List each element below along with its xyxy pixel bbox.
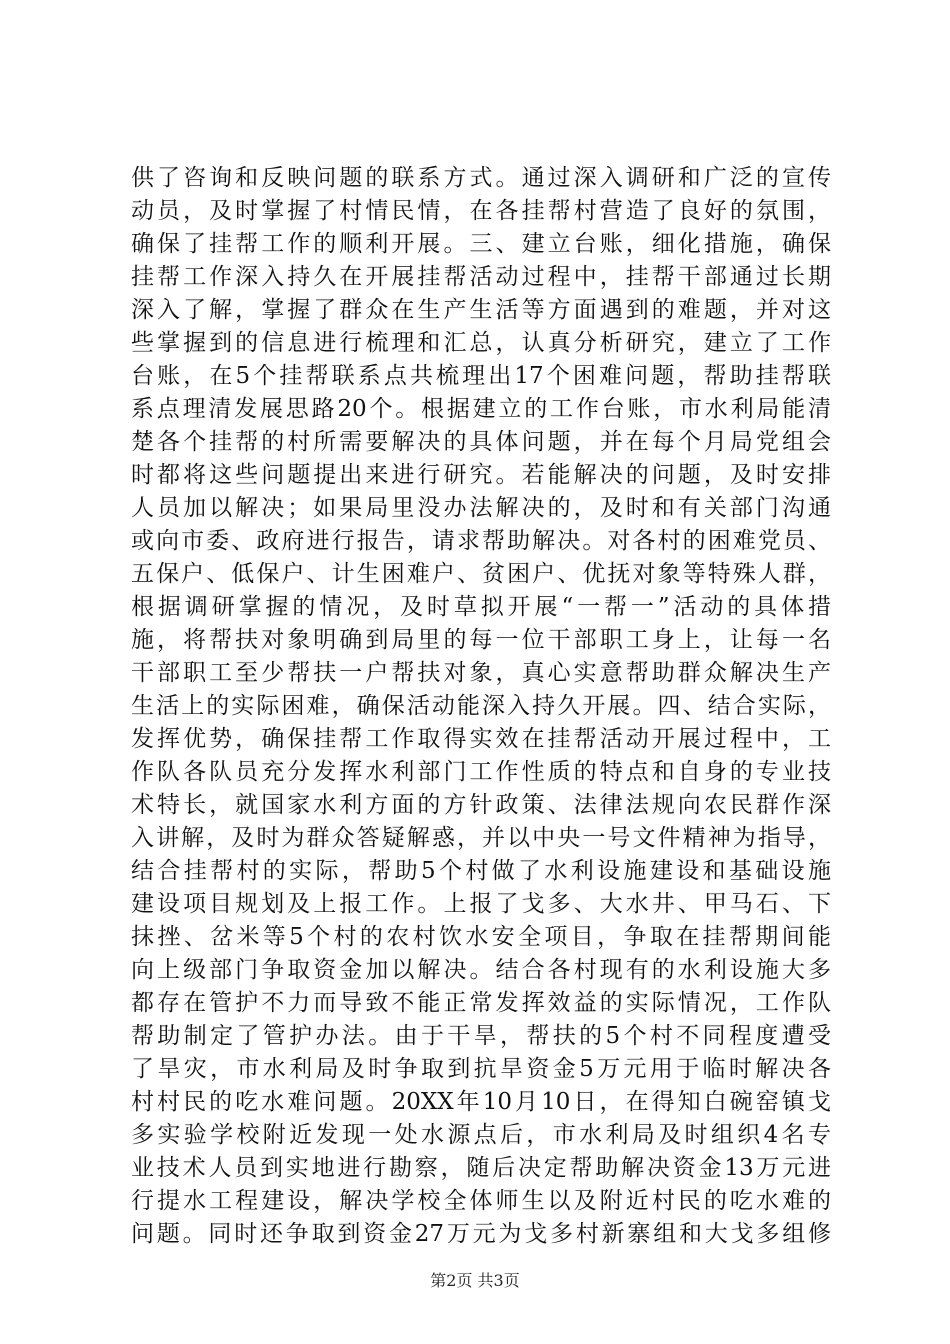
text-line: 动员，及时掌握了村情民情，在各挂帮村营造了良好的氛围， bbox=[131, 198, 831, 224]
body-text bbox=[131, 162, 831, 1251]
text-line: 作队各队员充分发挥水利部门工作性质的特点和自身的专业技 bbox=[131, 759, 831, 785]
text-line: 都存在管护不力而导致不能正常发挥效益的实际情况，工作队 bbox=[131, 990, 831, 1016]
text-line: 术特长，就国家水利方面的方针政策、法律法规向农民群作深 bbox=[131, 792, 831, 818]
text-line: 向上级部门争取资金加以解决。结合各村现有的水利设施大多 bbox=[131, 957, 831, 983]
text-line: 五保户、低保户、计生困难户、贫困户、优抚对象等特殊人群， bbox=[131, 561, 831, 587]
text-line: 人员加以解决；如果局里没办法解决的，及时和有关部门沟通 bbox=[131, 495, 831, 521]
text-line: 行提水工程建设，解决学校全体师生以及附近村民的吃水难的 bbox=[131, 1188, 831, 1214]
text-line: 了旱灾，市水利局及时争取到抗旱资金5万元用于临时解决各 bbox=[131, 1056, 831, 1082]
text-line: 或向市委、政府进行报告，请求帮助解决。对各村的困难党员、 bbox=[131, 528, 831, 554]
text-line: 根据调研掌握的情况，及时草拟开展“一帮一”活动的具体措 bbox=[131, 594, 831, 620]
page-footer: 第2页 共3页 bbox=[430, 1271, 520, 1290]
text-line: 挂帮工作深入持久在开展挂帮活动过程中，挂帮干部通过长期 bbox=[131, 264, 831, 290]
text-line: 生活上的实际困难，确保活动能深入持久开展。四、结合实际， bbox=[131, 693, 831, 719]
text-line: 发挥优势，确保挂帮工作取得实效在挂帮活动开展过程中，工 bbox=[131, 726, 831, 752]
text-line: 确保了挂帮工作的顺利开展。三、建立台账，细化措施，确保 bbox=[131, 231, 831, 257]
text-line: 台账，在5个挂帮联系点共梳理出17个困难问题，帮助挂帮联 bbox=[131, 363, 831, 389]
text-line: 问题。同时还争取到资金27万元为戈多村新寨组和大戈多组修 bbox=[131, 1221, 831, 1247]
text-line: 些掌握到的信息进行梳理和汇总，认真分析研究，建立了工作 bbox=[131, 330, 831, 356]
text-line: 村村民的吃水难问题。20XX年10月10日，在得知白碗窑镇戈 bbox=[131, 1089, 831, 1115]
text-line: 干部职工至少帮扶一户帮扶对象，真心实意帮助群众解决生产 bbox=[131, 660, 831, 686]
text-line: 业技术人员到实地进行勘察，随后决定帮助解决资金13万元进 bbox=[131, 1155, 831, 1181]
text-line: 系点理清发展思路20个。根据建立的工作台账，市水利局能清 bbox=[131, 396, 831, 422]
text-line: 抹挫、岔米等5个村的农村饮水安全项目，争取在挂帮期间能 bbox=[131, 924, 831, 950]
text-line: 供了咨询和反映问题的联系方式。通过深入调研和广泛的宣传 bbox=[131, 165, 831, 191]
text-line: 建设项目规划及上报工作。上报了戈多、大水井、甲马石、下 bbox=[131, 891, 831, 917]
text-line: 多实验学校附近发现一处水源点后，市水利局及时组织4名专 bbox=[131, 1122, 831, 1148]
text-line: 楚各个挂帮的村所需要解决的具体问题，并在每个月局党组会 bbox=[131, 429, 831, 455]
text-line: 结合挂帮村的实际，帮助5个村做了水利设施建设和基础设施 bbox=[131, 858, 831, 884]
text-line: 深入了解，掌握了群众在生产生活等方面遇到的难题，并对这 bbox=[131, 297, 831, 323]
text-line: 施，将帮扶对象明确到局里的每一位干部职工身上，让每一名 bbox=[131, 627, 831, 653]
text-line: 入讲解，及时为群众答疑解惑，并以中央一号文件精神为指导， bbox=[131, 825, 831, 851]
text-line: 时都将这些问题提出来进行研究。若能解决的问题，及时安排 bbox=[131, 462, 831, 488]
text-line: 帮助制定了管护办法。由于干旱，帮扶的5个村不同程度遭受 bbox=[131, 1023, 831, 1049]
